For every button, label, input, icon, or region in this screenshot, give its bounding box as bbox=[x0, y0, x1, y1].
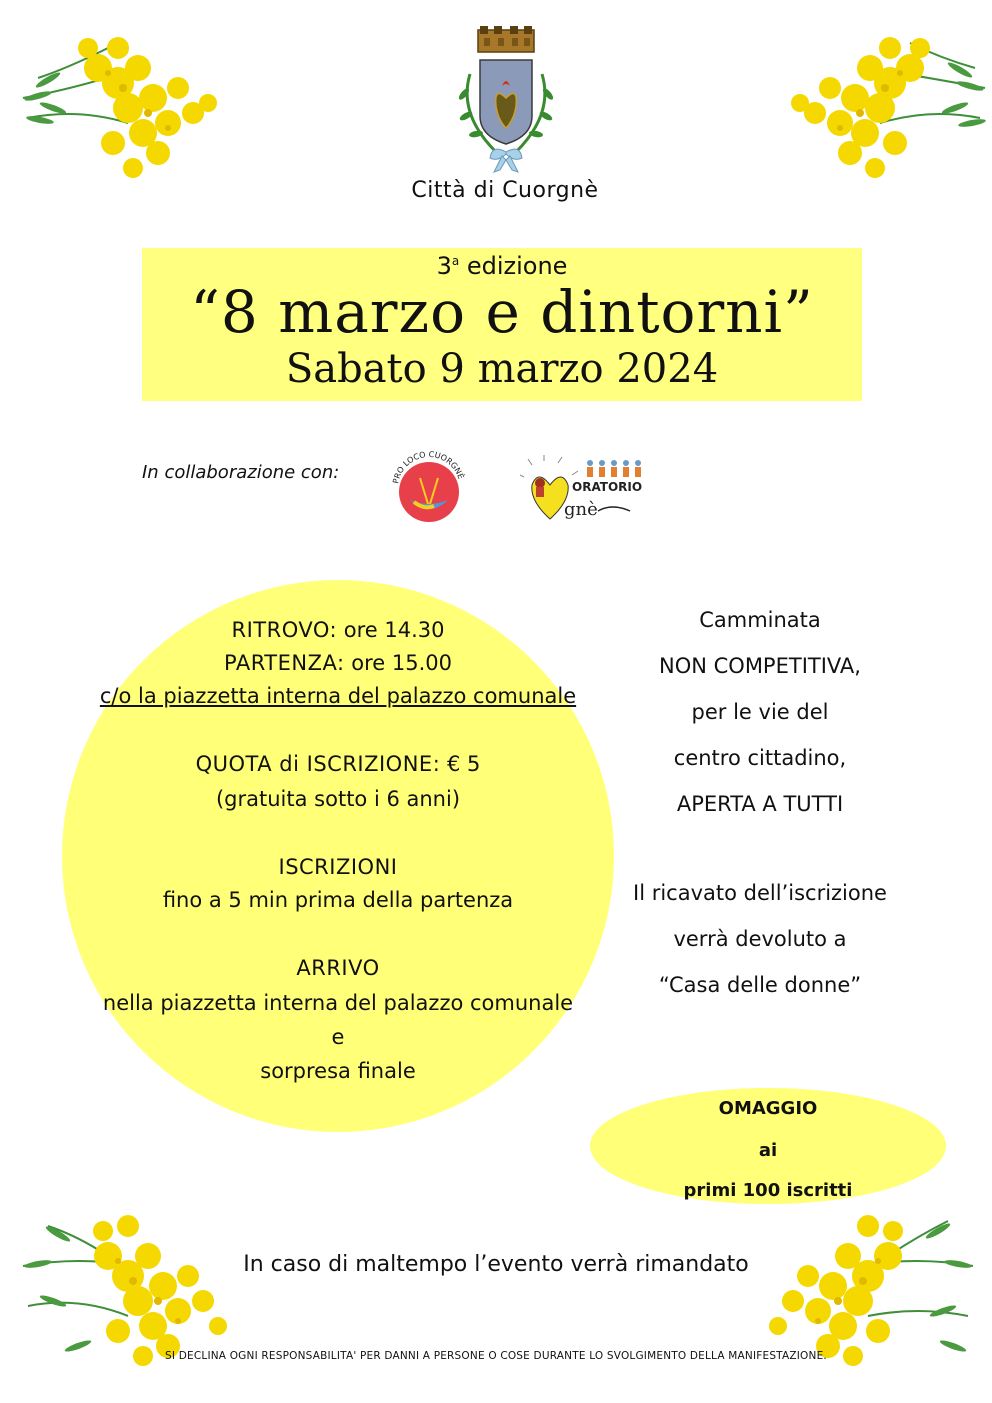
quota-note: (gratuita sotto i 6 anni) bbox=[215, 787, 461, 811]
quota-value: € 5 bbox=[446, 752, 481, 776]
partenza-value: ore 15.00 bbox=[351, 651, 452, 675]
meeting-location: c/o la piazzetta interna del palazzo comunale bbox=[99, 684, 577, 708]
disclaimer: SI DECLINA OGNI RESPONSABILITA' PER DANNI A PERSONE O COSE DURANTE LO SVOLGIMENTO DELLA MANIFESTAZIONE. bbox=[165, 1350, 827, 1362]
partenza-line bbox=[0, 651, 676, 675]
iscrizioni-heading: ISCRIZIONI bbox=[278, 855, 398, 879]
arrivo-line-2: e bbox=[331, 1025, 345, 1049]
arrivo-line-1: nella piazzetta interna del palazzo comunale bbox=[102, 991, 574, 1015]
mimosa-decoration-top-left bbox=[18, 28, 248, 198]
proceeds-line-1: Il ricavato dell’iscrizione bbox=[633, 881, 887, 905]
gift-heading: OMAGGIO bbox=[718, 1098, 818, 1119]
edition-number: 3 bbox=[436, 252, 452, 280]
oratorio-logo-suffix: gnè bbox=[564, 499, 598, 520]
edition-word: edizione bbox=[466, 252, 568, 280]
partenza-label: PARTENZA: bbox=[224, 651, 345, 675]
gift-recipients: primi 100 iscritti bbox=[683, 1180, 853, 1201]
event-title: “8 marzo e dintorni” bbox=[190, 278, 814, 346]
oratorio-logo bbox=[520, 455, 660, 530]
gift-to: ai bbox=[758, 1140, 778, 1161]
walk-route-1: per le vie del bbox=[691, 700, 829, 724]
walk-route-2: centro cittadino, bbox=[673, 746, 847, 770]
ritrovo-line bbox=[0, 618, 676, 642]
arrivo-heading: ARRIVO bbox=[296, 956, 380, 980]
quota-label: QUOTA di ISCRIZIONE: bbox=[195, 752, 441, 776]
ritrovo-value: ore 14.30 bbox=[343, 618, 445, 642]
proceeds-line-2: verrà devoluto a bbox=[673, 927, 847, 951]
quota-line bbox=[0, 752, 676, 776]
title-banner bbox=[142, 248, 862, 401]
event-date: Sabato 9 marzo 2024 bbox=[285, 346, 719, 392]
weather-notice: In caso di maltempo l’evento verrà rimandato bbox=[243, 1252, 749, 1277]
city-crest-icon bbox=[440, 24, 572, 174]
ritrovo-label: RITROVO: bbox=[231, 618, 338, 642]
city-name: Città di Cuorgnè bbox=[411, 178, 599, 203]
edition-label bbox=[142, 252, 862, 280]
walk-open: APERTA A TUTTI bbox=[676, 792, 844, 816]
collaboration-label: In collaborazione con: bbox=[142, 462, 340, 483]
pro-loco-logo bbox=[388, 448, 470, 530]
oratorio-logo-text: ORATORIO bbox=[572, 480, 643, 494]
mimosa-decoration-top-right bbox=[760, 28, 990, 198]
pro-loco-logo-text: PRO LOCO CUORGNÈ bbox=[391, 449, 466, 485]
iscrizioni-text: fino a 5 min prima della partenza bbox=[162, 888, 514, 912]
edition-suffix: a bbox=[451, 254, 460, 268]
proceeds-beneficiary: “Casa delle donne” bbox=[658, 973, 862, 997]
walk-non-competitive: NON COMPETITIVA, bbox=[659, 654, 861, 678]
arrivo-line-3: sorpresa finale bbox=[260, 1059, 416, 1083]
walk-type: Camminata bbox=[699, 608, 821, 632]
